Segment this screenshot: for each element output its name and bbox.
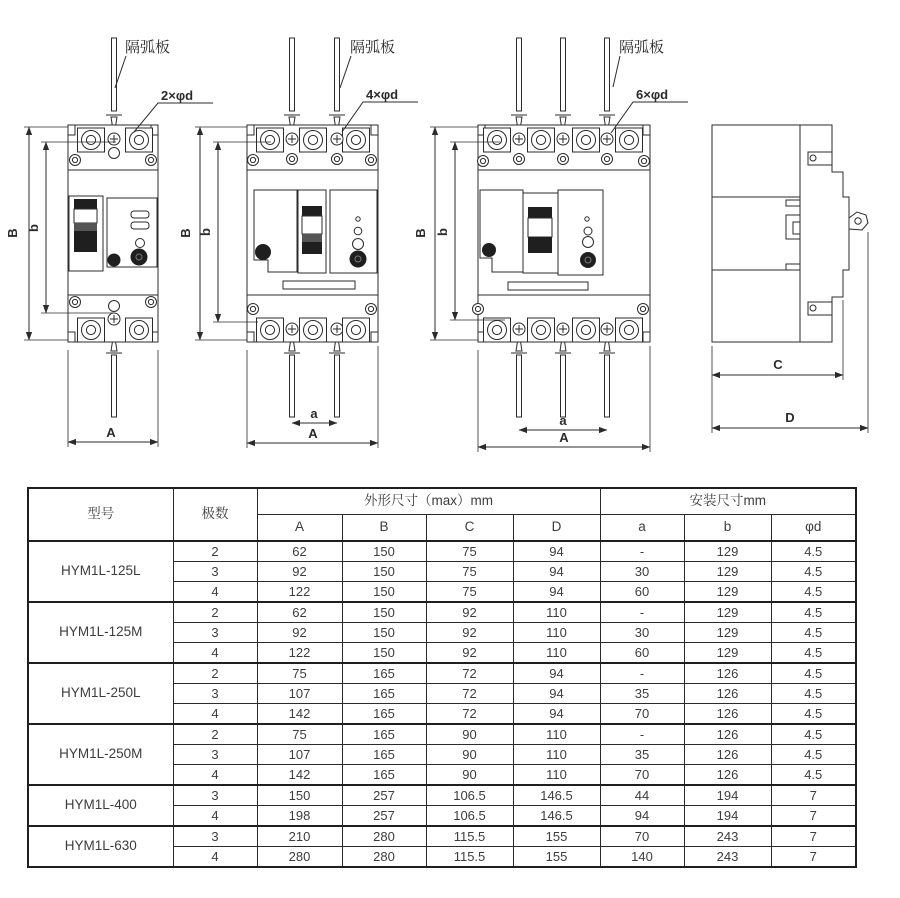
front-panel [254, 190, 297, 272]
value-cell: 150 [342, 562, 426, 582]
terminal-lug [808, 152, 832, 165]
dim-label-b: b [435, 228, 450, 236]
value-cell: 75 [257, 663, 342, 684]
table-row [28, 663, 856, 684]
value-cell: 126 [684, 704, 771, 725]
arc-plate-strip [106, 342, 122, 417]
value-cell: 194 [684, 785, 771, 806]
side-view [712, 125, 868, 433]
value-cell: 165 [342, 684, 426, 704]
value-cell: 115.5 [426, 826, 513, 847]
poles-cell: 4 [173, 582, 257, 603]
value-cell: 94 [513, 562, 600, 582]
poles-cell: 4 [173, 765, 257, 786]
dim-label-a: a [310, 406, 318, 421]
arc-plate-strip [511, 38, 527, 126]
value-cell: 75 [426, 562, 513, 582]
arc-plate-strip [329, 342, 345, 417]
dim-label-B: B [5, 228, 20, 238]
poles-cell: 2 [173, 663, 257, 684]
handle-side [849, 212, 868, 230]
poles-cell: 3 [173, 826, 257, 847]
value-cell: 280 [342, 826, 426, 847]
value-cell: 35 [600, 684, 684, 704]
value-cell: 280 [257, 847, 342, 868]
value-cell: 110 [513, 724, 600, 745]
value-cell: 165 [342, 704, 426, 725]
arc-plate-strip [555, 38, 571, 126]
value-cell: 129 [684, 582, 771, 603]
value-cell: - [600, 602, 684, 623]
table-row [28, 785, 856, 806]
value-cell: 106.5 [426, 806, 513, 827]
value-cell: 110 [513, 623, 600, 643]
table-row [28, 826, 856, 847]
arc-plate-strip [599, 342, 615, 417]
value-cell: 142 [257, 704, 342, 725]
value-cell: 70 [600, 704, 684, 725]
value-cell: 146.5 [513, 785, 600, 806]
toggle-handle [298, 190, 326, 273]
col-header-phid: φd [771, 515, 856, 542]
dim-label-A: A [559, 430, 569, 445]
value-cell: 72 [426, 663, 513, 684]
arc-plate-strip [284, 342, 300, 417]
poles-cell: 2 [173, 602, 257, 623]
value-cell: 94 [513, 663, 600, 684]
dim-label-b: b [26, 224, 41, 232]
toggle-handle [69, 196, 103, 271]
value-cell: 140 [600, 847, 684, 868]
model-cell: HYM1L-125M [28, 602, 173, 663]
value-cell: 142 [257, 765, 342, 786]
value-cell: 4.5 [771, 562, 856, 582]
value-cell: 150 [257, 785, 342, 806]
front-panel [330, 190, 377, 273]
table-body [28, 541, 856, 867]
value-cell: 60 [600, 643, 684, 664]
dim-label-b: b [198, 228, 213, 236]
value-cell: 110 [513, 643, 600, 664]
poles-cell: 4 [173, 704, 257, 725]
value-cell: 146.5 [513, 806, 600, 827]
col-header-A: A [257, 515, 342, 542]
value-cell: 92 [257, 562, 342, 582]
terminal-lug [808, 302, 832, 315]
value-cell: 4.5 [771, 745, 856, 765]
arc-plate-strip [599, 38, 615, 126]
value-cell: 129 [684, 541, 771, 562]
value-cell: 94 [513, 704, 600, 725]
value-cell: 75 [426, 582, 513, 603]
value-cell: 110 [513, 765, 600, 786]
value-cell: 129 [684, 562, 771, 582]
table-row [28, 602, 856, 623]
value-cell: 75 [426, 541, 513, 562]
value-cell: 126 [684, 724, 771, 745]
table-row [28, 724, 856, 745]
value-cell: 165 [342, 765, 426, 786]
value-cell: 150 [342, 623, 426, 643]
dim-label-A: A [308, 426, 318, 441]
value-cell: 4.5 [771, 704, 856, 725]
value-cell: 30 [600, 623, 684, 643]
value-cell: 7 [771, 806, 856, 827]
value-cell: 4.5 [771, 663, 856, 684]
value-cell: 7 [771, 847, 856, 868]
value-cell: 150 [342, 582, 426, 603]
dim-label-A: A [106, 425, 116, 440]
value-cell: 155 [513, 826, 600, 847]
value-cell: 280 [342, 847, 426, 868]
value-cell: 4.5 [771, 541, 856, 562]
value-cell: 70 [600, 765, 684, 786]
value-cell: 72 [426, 704, 513, 725]
value-cell: 4.5 [771, 623, 856, 643]
value-cell: 126 [684, 684, 771, 704]
value-cell: 4.5 [771, 582, 856, 603]
poles-cell: 3 [173, 745, 257, 765]
value-cell: 60 [600, 582, 684, 603]
value-cell: - [600, 541, 684, 562]
value-cell: 115.5 [426, 847, 513, 868]
value-cell: 4.5 [771, 684, 856, 704]
value-cell: 106.5 [426, 785, 513, 806]
value-cell: 110 [513, 745, 600, 765]
front-view-4pole [413, 38, 688, 452]
value-cell: 129 [684, 643, 771, 664]
value-cell: 257 [342, 806, 426, 827]
value-cell: - [600, 724, 684, 745]
col-header-model: 型号 [28, 488, 173, 541]
front-view-3pole [178, 38, 418, 448]
arc-plate-callout: 隔弧板 [619, 39, 665, 56]
model-cell: HYM1L-250L [28, 663, 173, 724]
toggle-handle [523, 193, 558, 273]
value-cell: 90 [426, 724, 513, 745]
col-group-outline-dims: 外形尺寸（max）mm [257, 488, 600, 515]
poles-cell: 3 [173, 562, 257, 582]
col-header-a: a [600, 515, 684, 542]
table-row [28, 541, 856, 562]
value-cell: 62 [257, 541, 342, 562]
value-cell: 126 [684, 745, 771, 765]
arc-plate-strip [555, 342, 571, 417]
value-cell: 198 [257, 806, 342, 827]
arc-plate-callout: 隔弧板 [125, 39, 171, 56]
value-cell: 165 [342, 724, 426, 745]
holes-callout: 2×φd [161, 88, 194, 103]
value-cell: 4.5 [771, 602, 856, 623]
value-cell: 107 [257, 684, 342, 704]
col-group-mount-dims: 安装尺寸mm [600, 488, 856, 515]
arc-plate-strip [511, 342, 527, 417]
poles-cell: 4 [173, 847, 257, 868]
value-cell: 94 [513, 582, 600, 603]
value-cell: 62 [257, 602, 342, 623]
holes-callout: 4×φd [366, 87, 399, 102]
poles-cell: 2 [173, 724, 257, 745]
value-cell: 129 [684, 602, 771, 623]
value-cell: 150 [342, 602, 426, 623]
model-cell: HYM1L-630 [28, 826, 173, 867]
value-cell: 7 [771, 785, 856, 806]
value-cell: 92 [257, 623, 342, 643]
poles-cell: 3 [173, 623, 257, 643]
model-cell: HYM1L-125L [28, 541, 173, 602]
value-cell: 122 [257, 582, 342, 603]
model-cell: HYM1L-400 [28, 785, 173, 826]
dim-label-D: D [785, 410, 795, 425]
value-cell: 122 [257, 643, 342, 664]
value-cell: 7 [771, 826, 856, 847]
front-panel [558, 190, 603, 275]
value-cell: 4.5 [771, 724, 856, 745]
value-cell: 70 [600, 826, 684, 847]
arc-plate-strip [329, 38, 345, 126]
value-cell: 90 [426, 745, 513, 765]
poles-cell: 4 [173, 643, 257, 664]
value-cell: 94 [600, 806, 684, 827]
holes-callout: 6×φd [636, 87, 669, 102]
dim-label-C: C [773, 357, 783, 372]
front-view-2pole [5, 38, 213, 447]
value-cell: 165 [342, 745, 426, 765]
arc-plate-strip [284, 38, 300, 126]
col-header-C: C [426, 515, 513, 542]
value-cell: 150 [342, 541, 426, 562]
value-cell: 30 [600, 562, 684, 582]
value-cell: 90 [426, 765, 513, 786]
arc-plate-strip [106, 38, 122, 126]
value-cell: 44 [600, 785, 684, 806]
value-cell: 129 [684, 623, 771, 643]
value-cell: 94 [513, 684, 600, 704]
col-header-poles: 极数 [173, 488, 257, 541]
poles-cell: 3 [173, 785, 257, 806]
value-cell: 243 [684, 847, 771, 868]
value-cell: 94 [513, 541, 600, 562]
value-cell: 257 [342, 785, 426, 806]
value-cell: 155 [513, 847, 600, 868]
value-cell: 107 [257, 745, 342, 765]
value-cell: 194 [684, 806, 771, 827]
table-header [28, 488, 856, 541]
value-cell: 92 [426, 623, 513, 643]
value-cell: 92 [426, 643, 513, 664]
col-header-b: b [684, 515, 771, 542]
model-cell: HYM1L-250M [28, 724, 173, 785]
dimension-table [27, 487, 857, 868]
dim-label-B: B [178, 228, 193, 238]
value-cell: 75 [257, 724, 342, 745]
col-header-D: D [513, 515, 600, 542]
poles-cell: 2 [173, 541, 257, 562]
value-cell: 150 [342, 643, 426, 664]
poles-cell: 4 [173, 806, 257, 827]
dim-label-B: B [413, 228, 428, 238]
poles-cell: 3 [173, 684, 257, 704]
value-cell: 243 [684, 826, 771, 847]
dim-label-a: a [559, 413, 567, 428]
value-cell: 110 [513, 602, 600, 623]
col-header-B: B [342, 515, 426, 542]
value-cell: 210 [257, 826, 342, 847]
value-cell: 126 [684, 663, 771, 684]
value-cell: - [600, 663, 684, 684]
value-cell: 126 [684, 765, 771, 786]
arc-plate-callout: 隔弧板 [350, 39, 396, 56]
front-panel [107, 198, 157, 267]
value-cell: 92 [426, 602, 513, 623]
value-cell: 165 [342, 663, 426, 684]
value-cell: 72 [426, 684, 513, 704]
value-cell: 35 [600, 745, 684, 765]
value-cell: 4.5 [771, 765, 856, 786]
value-cell: 4.5 [771, 643, 856, 664]
